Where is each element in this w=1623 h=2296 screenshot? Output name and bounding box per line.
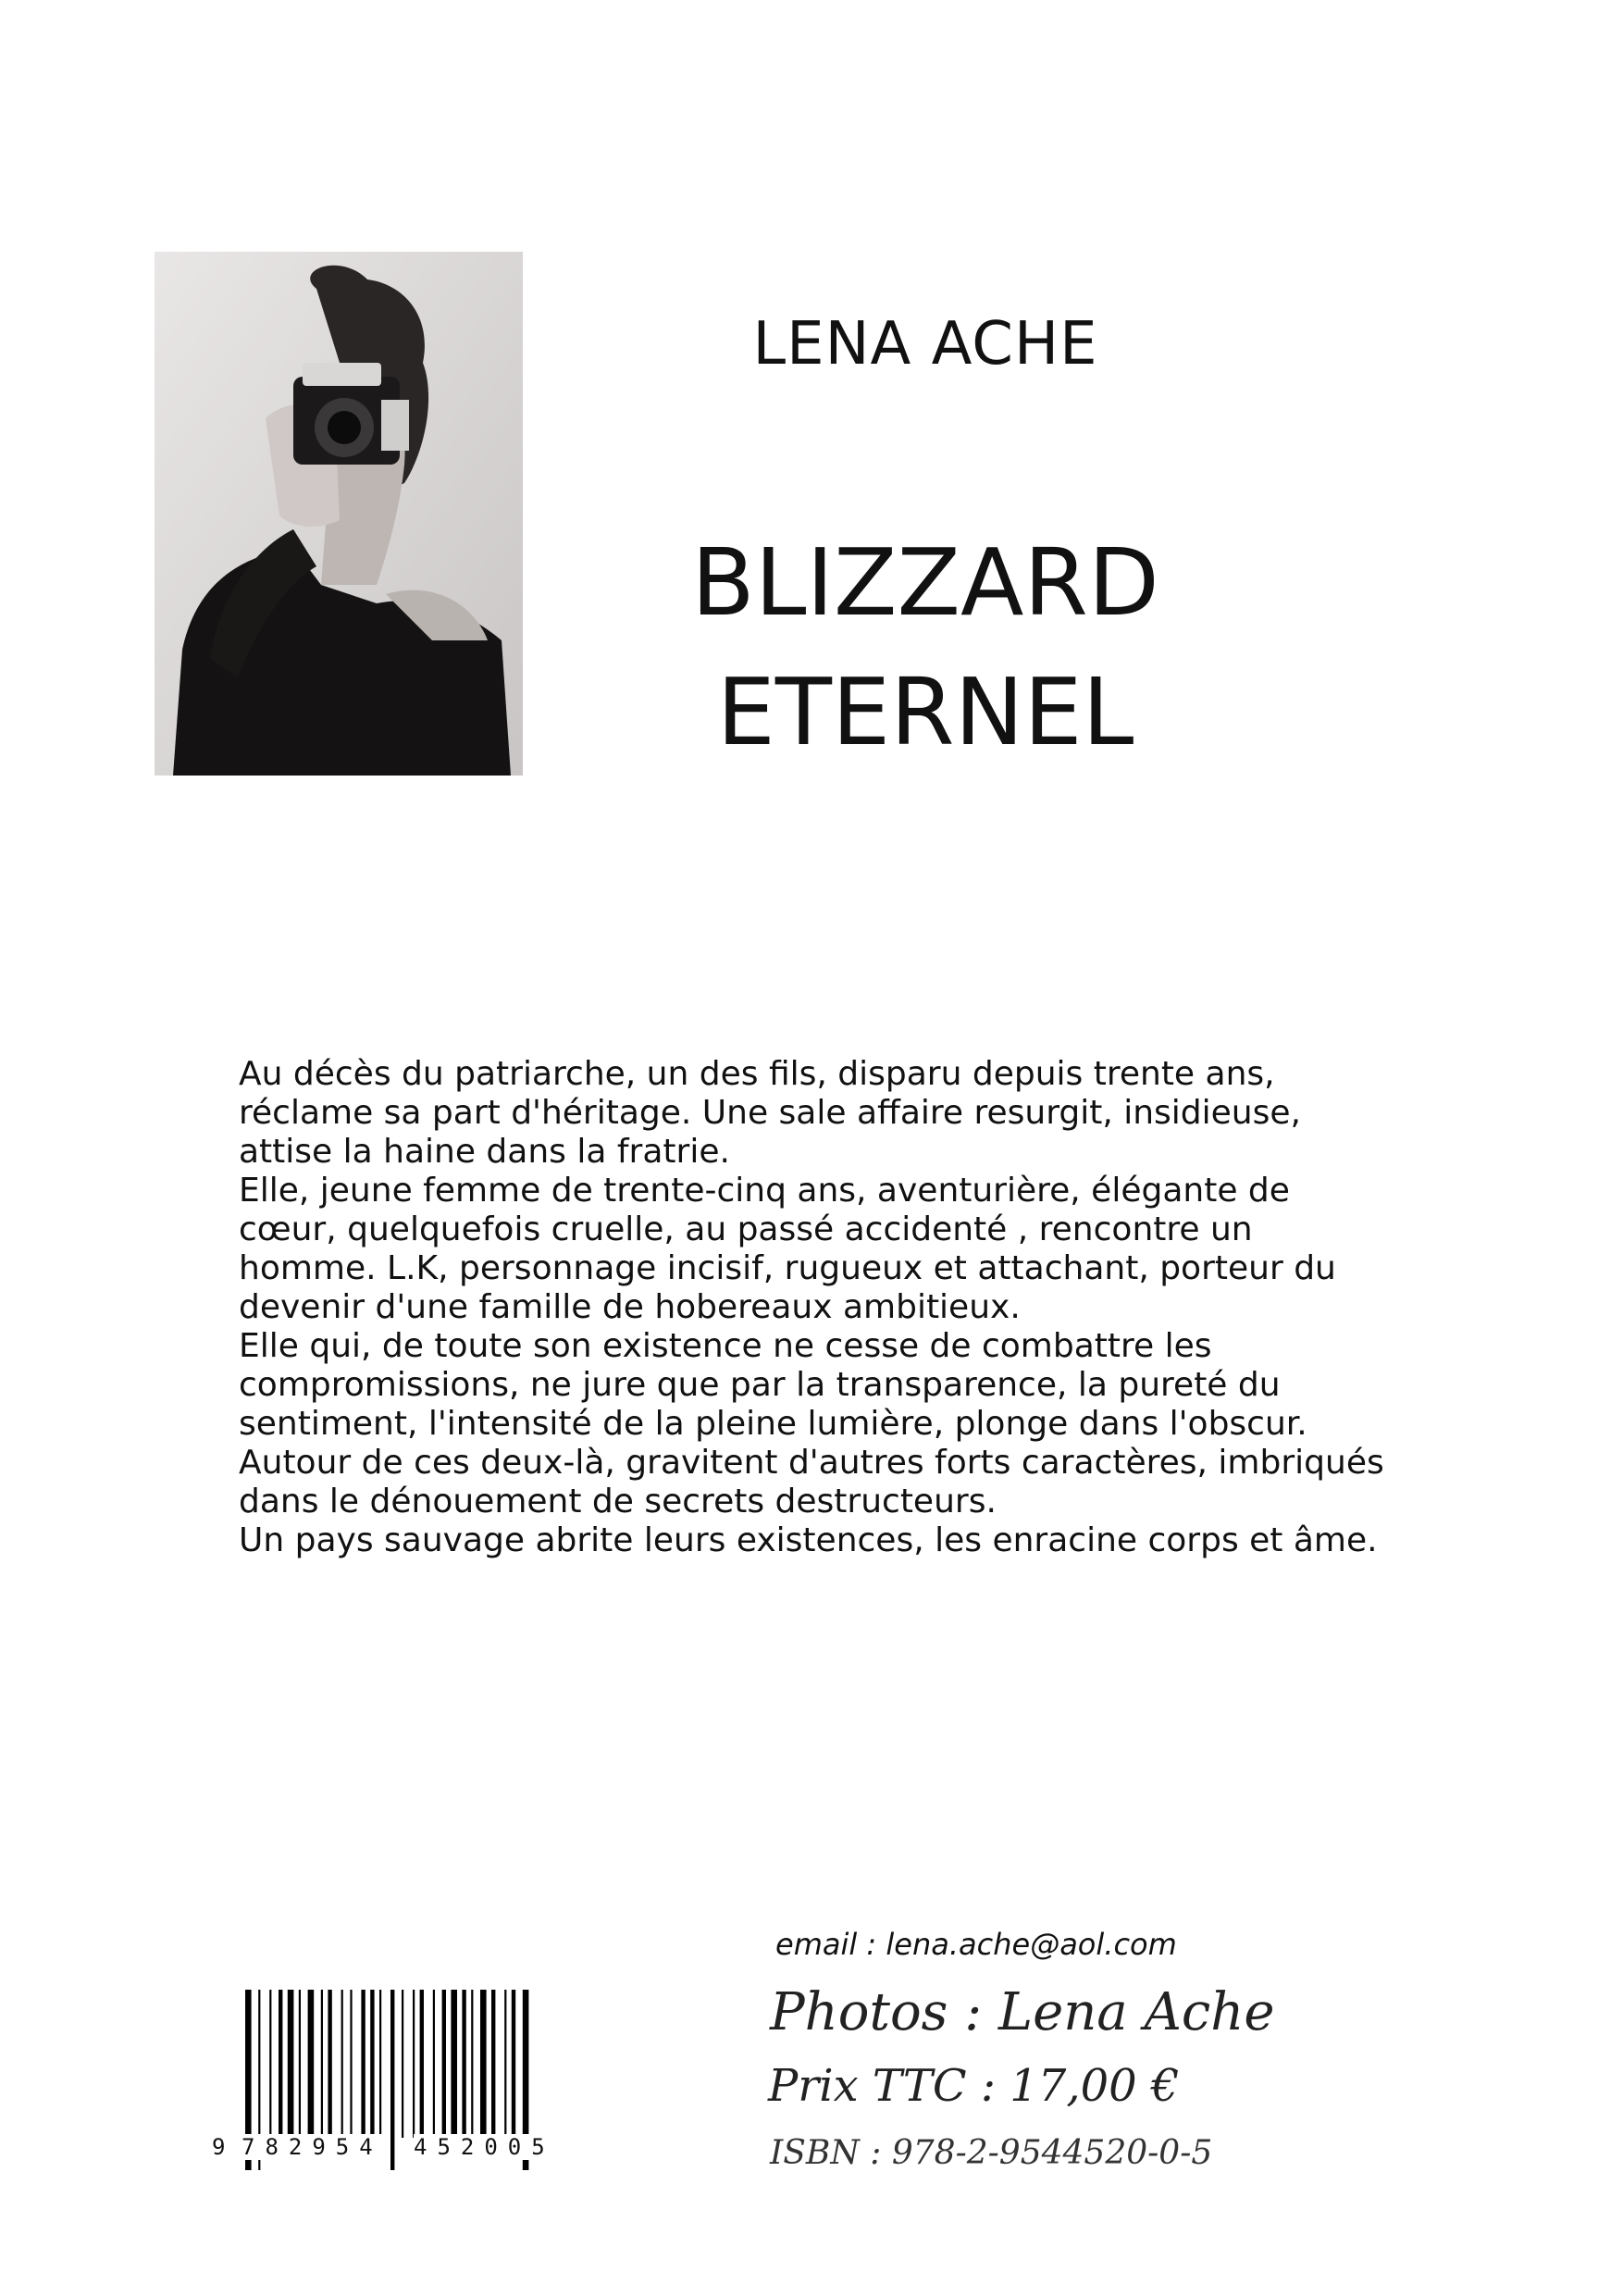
barcode-bar — [442, 1990, 446, 2138]
synopsis-paragraph: Au décès du patriarche, un des fils, disparu depuis trente ans, réclame sa part d'héritage. Une sale affaire resurgit, insidieuse, attise la haine dans la fratrie. — [239, 1055, 1301, 1171]
barcode-left-group: 782954 — [242, 2134, 383, 2160]
barcode-right-group: 452005 — [414, 2134, 555, 2160]
synopsis-paragraph: Elle qui, de toute son existence ne cesse de combattre les compromissions, ne jure que par la transparence, la pureté du sentiment, l'intensité de la pleine lumière, plonge dans l'obscur. — [239, 1327, 1307, 1443]
barcode-bar — [370, 1990, 374, 2138]
barcode-bar — [420, 1990, 424, 2138]
title-line-2: ETERNEL — [716, 658, 1134, 766]
price-label: Prix TTC : 17,00 € — [768, 2060, 1180, 2112]
author-name: LENA ACHE — [752, 310, 1098, 379]
synopsis-paragraph: Autour de ces deux-là, gravitent d'autres forts caractères, imbriqués dans le dénouement de secrets destructeurs. — [239, 1444, 1384, 1520]
synopsis-paragraph: Elle, jeune femme de trente-cinq ans, aventurière, élégante de cœur, quelquefois cruelle, au passé accidenté , rencontre un homme. L.K, personnage incisif, rugueux et attachant, porteur du devenir d'une famille de hobereaux ambitieux. — [239, 1172, 1336, 1326]
barcode-first-digit: 9 — [212, 2134, 226, 2160]
title-line-1: BLIZZARD — [691, 528, 1159, 637]
barcode-bar — [350, 1990, 352, 2138]
barcode-bar — [299, 1990, 301, 2138]
barcode-bar — [341, 1990, 343, 2138]
author-photo — [155, 252, 523, 776]
barcode-bar — [321, 1990, 323, 2138]
barcode-bar — [402, 1990, 403, 2138]
barcode-bar — [512, 1990, 515, 2138]
barcode-bar — [288, 1990, 294, 2138]
barcode-bar — [361, 1990, 365, 2138]
barcode-bar — [413, 1990, 415, 2138]
synopsis-paragraph: Un pays sauvage abrite leurs existences, les enracine corps et âme. — [239, 1521, 1378, 1559]
barcode-bar — [480, 1990, 487, 2138]
barcode-bar — [308, 1990, 315, 2138]
barcode-bar — [504, 1990, 506, 2138]
contact-email[interactable]: email : lena.ache@aol.com — [775, 1927, 1177, 1962]
isbn-label: ISBN : 978-2-9544520-0-5 — [770, 2134, 1213, 2172]
barcode-bar — [279, 1990, 282, 2138]
barcode-bar — [269, 1990, 271, 2138]
synopsis — [239, 1055, 1386, 1560]
barcode-digits — [208, 2134, 588, 2171]
barcode-bar — [491, 1990, 495, 2138]
barcode-bar — [471, 1990, 473, 2138]
barcode-bar — [462, 1990, 465, 2138]
photo-credit: Photos : Lena Ache — [770, 1982, 1275, 2042]
barcode-bar — [451, 1990, 457, 2138]
book-title — [555, 518, 1295, 777]
barcode-bar — [379, 1990, 381, 2138]
barcode-bar — [433, 1990, 435, 2138]
barcode-bar — [328, 1990, 331, 2138]
